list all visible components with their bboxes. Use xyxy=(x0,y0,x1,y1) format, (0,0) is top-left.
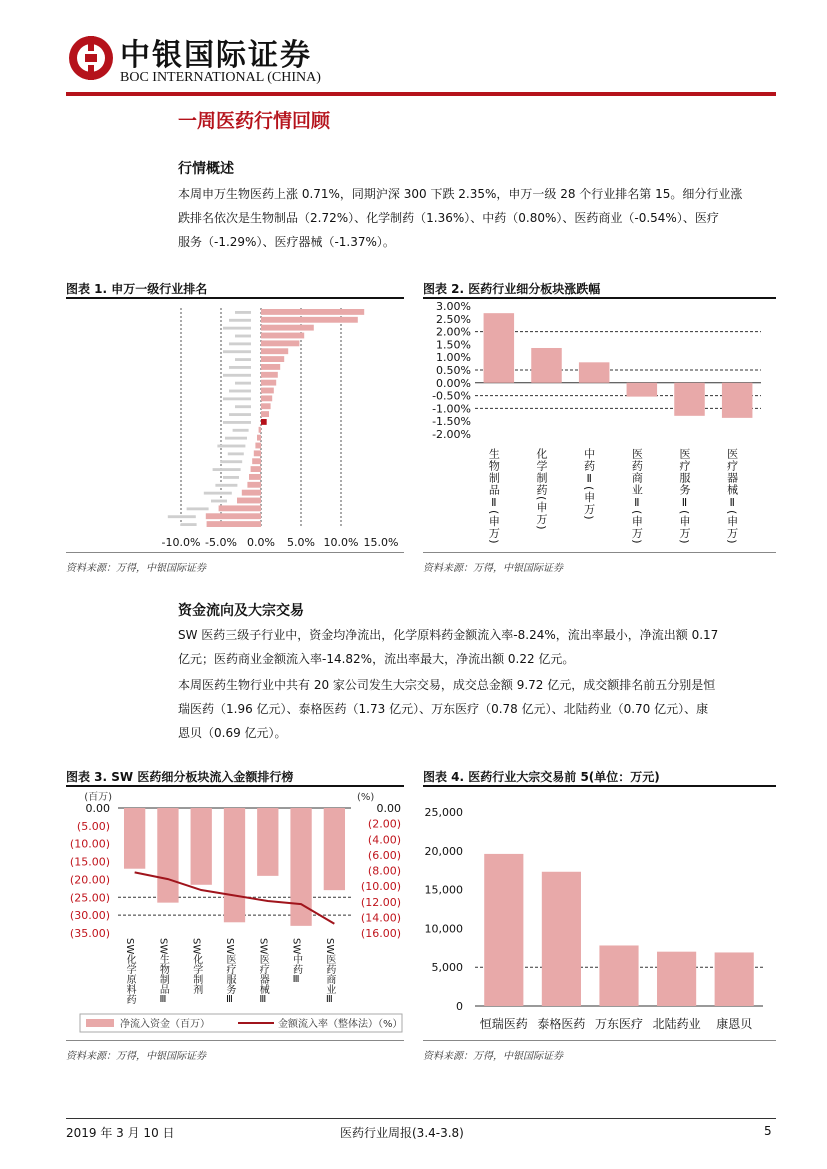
fig1-bar xyxy=(261,356,284,362)
fig3-right-tick-label: (10.00) xyxy=(360,880,401,894)
fig1-category-label-mark xyxy=(229,342,251,345)
fig2-ytick-label: 0.00% xyxy=(436,376,471,390)
fig4-ytick-label: 10,000 xyxy=(424,922,463,936)
fig1-bar xyxy=(261,364,280,370)
fig1-category-label-mark xyxy=(181,523,197,526)
fig4-title-rule xyxy=(423,785,776,787)
fig1-bar xyxy=(251,466,261,472)
fig1-bar xyxy=(261,411,269,417)
fig1-category-label-mark xyxy=(223,476,239,479)
fig3-right-tick-label: (8.00) xyxy=(367,864,401,878)
fig3-right-tick-label: (14.00) xyxy=(360,911,401,925)
capital-flow-paragraph-1 xyxy=(178,623,776,671)
fig1-bar xyxy=(249,474,261,480)
section-title: 一周医药行情回顾 xyxy=(178,110,331,132)
fig4-category-label: 康恩贝 xyxy=(716,1017,753,1031)
fig1-category-label-mark xyxy=(168,515,196,518)
fig1-bar xyxy=(252,458,261,464)
fig4-category-label: 万东医疗 xyxy=(594,1017,644,1031)
fig1-category-label-mark xyxy=(211,500,227,503)
capital-flow-title: 资金流向及大宗交易 xyxy=(178,603,304,619)
fig2-category-label: 医药商业Ⅱ(申万) xyxy=(630,448,644,545)
fig1-bar xyxy=(261,317,358,323)
fig1-category-label-mark xyxy=(225,437,247,440)
fig1-category-label-mark xyxy=(235,405,251,408)
fig4-bar xyxy=(484,854,523,1006)
fig1-category-label-mark xyxy=(235,358,251,361)
fig3-left-tick-label: (30.00) xyxy=(69,909,110,923)
footer-page-number: 5 xyxy=(764,1124,772,1138)
fig3-category-label: SW医药商业Ⅲ xyxy=(323,938,335,1006)
fig1-bar xyxy=(247,482,261,488)
fig2-chart xyxy=(423,300,776,552)
fig1-bar xyxy=(207,521,261,527)
fig2-ytick-label: 0.50% xyxy=(436,364,471,377)
fig3-bar xyxy=(191,808,212,885)
fig1-category-label-mark xyxy=(233,429,249,432)
fig2-bar xyxy=(674,383,705,416)
fig1-bar xyxy=(237,498,261,504)
fig1-category-label-mark xyxy=(217,445,245,448)
fig2-category-label: 医疗器械Ⅱ(申万) xyxy=(725,448,739,545)
fig1-bar xyxy=(242,490,261,496)
fig1-bar xyxy=(255,443,261,449)
fig4-title: 图表 4. 医药行业大宗交易前 5(单位：万元) xyxy=(423,770,660,784)
fig3-left-tick-label: 0.00 xyxy=(85,802,110,815)
paragraph-line: 服务（-1.29%）、医疗器械（-1.37%）。 xyxy=(178,235,395,249)
fig1-bar xyxy=(261,372,278,378)
fig3-legend-bar-swatch xyxy=(86,1019,114,1027)
fig4-chart xyxy=(423,788,776,1040)
fig1-category-label-mark xyxy=(235,311,251,314)
fig1-category-label-mark xyxy=(213,468,241,471)
fig3-left-tick-label: (5.00) xyxy=(76,819,110,833)
paragraph-line: 跌排名依次是生物制品（2.72%）、化学制药（1.36%）、中药（0.80%）、医药商业（-0.54%）、医疗 xyxy=(178,211,719,225)
fig1-category-label-mark xyxy=(215,484,237,487)
fig2-bar xyxy=(627,383,658,397)
fig2-ytick-label: 2.50% xyxy=(436,312,471,326)
company-name-en: BOC INTERNATIONAL (CHINA) xyxy=(120,70,321,85)
fig3-category-label: SW化学原料药 xyxy=(124,938,136,1005)
fig1-bar xyxy=(261,333,304,339)
fig3-bar xyxy=(224,808,245,922)
fig1-category-label-mark xyxy=(235,335,251,338)
fig1-title-rule xyxy=(66,297,404,299)
company-name-cn: 中银国际证券 xyxy=(120,38,312,73)
fig1-bar xyxy=(261,380,276,386)
fig4-bar xyxy=(599,945,638,1006)
capital-flow-paragraph-2 xyxy=(178,673,776,745)
fig3-bar xyxy=(124,808,145,869)
market-overview-title: 行情概述 xyxy=(178,161,234,177)
paragraph-line: 亿元；医药商业金额流入率-14.82%，流出率最大，净流出额 0.22 亿元。 xyxy=(178,652,575,666)
fig3-left-tick-label: (20.00) xyxy=(69,873,110,887)
paragraph-line: 本周医药生物行业中共有 20 家公司发生大宗交易，成交总金额 9.72 亿元，成交额排名前五分别是恒 xyxy=(178,678,716,692)
fig3-right-tick-label: (2.00) xyxy=(367,817,401,831)
fig1-bar xyxy=(261,403,271,409)
fig1-bar xyxy=(261,395,272,401)
fig3-category-label: SW生物制品Ⅲ xyxy=(157,938,169,1006)
fig3-right-tick-label: (6.00) xyxy=(367,848,401,862)
fig3-title: 图表 3. SW 医药细分板块流入金额排行榜 xyxy=(66,770,294,784)
fig1-category-label-mark xyxy=(228,452,244,455)
fig1-source: 资料来源：万得，中银国际证券 xyxy=(66,563,206,574)
fig3-source: 资料来源：万得，中银国际证券 xyxy=(66,1051,206,1062)
fig1-category-label-mark xyxy=(229,366,251,369)
fig3-right-tick-label: (12.00) xyxy=(360,895,401,909)
fig2-bar xyxy=(579,362,610,382)
footer-rule xyxy=(66,1118,776,1119)
fig1-bar xyxy=(261,388,274,394)
fig2-source: 资料来源：万得，中银国际证券 xyxy=(423,563,563,574)
fig1-title: 图表 1. 申万一级行业排名 xyxy=(66,282,208,296)
fig4-ytick-label: 20,000 xyxy=(424,844,463,858)
fig3-bottom-rule xyxy=(66,1040,404,1041)
paragraph-line: 瑞医药（1.96 亿元）、泰格医药（1.73 亿元）、万东医疗（0.78 亿元）、北陆药业（0.70 亿元）、康 xyxy=(178,702,709,716)
fig3-left-tick-label: (35.00) xyxy=(69,927,110,940)
fig4-bar xyxy=(715,952,754,1006)
fig2-title: 图表 2. 医药行业细分板块涨跌幅 xyxy=(423,282,601,296)
paragraph-line: 本周申万生物医药上涨 0.71%，同期沪深 300 下跌 2.35%，申万一级 28 个行业排名第 15。细分行业涨 xyxy=(178,187,743,201)
fig1-category-label-mark xyxy=(223,350,251,353)
fig3-legend-bar-label: 净流入资金（百万） xyxy=(120,1019,210,1030)
fig1-category-label-mark xyxy=(229,390,251,393)
fig2-bar xyxy=(484,313,515,383)
fig2-bottom-rule xyxy=(423,552,776,553)
fig4-bar xyxy=(542,872,581,1006)
fig2-ytick-label: -2.00% xyxy=(432,428,471,441)
fig2-ytick-label: 2.00% xyxy=(436,325,471,339)
fig2-ytick-label: 1.50% xyxy=(436,338,471,352)
fig2-category-label: 化学制药(申万) xyxy=(535,448,548,531)
fig3-bar xyxy=(324,808,345,890)
fig1-xtick-label: -10.0% xyxy=(161,536,201,549)
fig4-category-label: 恒瑞医药 xyxy=(479,1017,528,1031)
fig1-category-label-mark xyxy=(223,374,251,377)
fig3-right-tick-label: (4.00) xyxy=(367,833,401,847)
fig1-xtick-label: 10.0% xyxy=(323,536,359,549)
fig2-category-label: 生物制品Ⅱ(申万) xyxy=(487,448,501,545)
fig1-xtick-label: 0.0% xyxy=(247,536,275,549)
fig3-bar xyxy=(257,808,278,876)
fig4-category-label: 泰格医药 xyxy=(537,1017,586,1031)
fig3-right-tick-label: (16.00) xyxy=(360,927,401,940)
fig4-category-label: 北陆药业 xyxy=(652,1017,701,1031)
header-rule xyxy=(66,92,776,96)
fig1-category-label-mark xyxy=(223,327,251,330)
fig3-chart xyxy=(66,788,406,1040)
fig3-right-unit: (%) xyxy=(357,792,375,803)
fig1-bar xyxy=(261,419,267,425)
fig1-bar xyxy=(261,340,299,346)
fig4-source: 资料来源：万得，中银国际证券 xyxy=(423,1051,563,1062)
boc-logo-icon xyxy=(68,30,114,90)
fig2-title-rule xyxy=(423,297,776,299)
fig1-bar xyxy=(261,325,314,331)
fig1-bar xyxy=(261,309,364,315)
footer-date: 2019 年 3 月 10 日 xyxy=(66,1126,175,1140)
fig2-category-label: 中药Ⅱ(申万) xyxy=(582,448,596,521)
fig2-ytick-label: -1.00% xyxy=(432,402,471,416)
fig1-bar xyxy=(259,427,261,433)
fig2-ytick-label: 1.00% xyxy=(436,351,471,365)
fig3-left-unit: (百万) xyxy=(84,792,112,803)
fig3-right-tick-label: 0.00 xyxy=(376,802,401,815)
fig1-bar xyxy=(206,513,261,519)
market-overview-paragraph xyxy=(178,182,776,254)
fig1-bar xyxy=(257,435,261,441)
fig1-xtick-label: 15.0% xyxy=(363,536,399,549)
fig1-bar xyxy=(219,505,261,511)
fig3-category-label: SW中药Ⅲ xyxy=(290,938,302,986)
fig1-category-label-mark xyxy=(223,421,251,424)
fig3-category-label: SW医疗服务Ⅲ xyxy=(224,938,235,1006)
fig2-bar xyxy=(531,348,562,383)
fig4-ytick-label: 5,000 xyxy=(431,961,463,975)
fig4-bar xyxy=(657,952,696,1006)
fig1-category-label-mark xyxy=(223,397,251,400)
fig3-category-label: SW化学制剂 xyxy=(190,938,202,995)
fig2-ytick-label: -0.50% xyxy=(432,389,471,403)
fig3-left-tick-label: (25.00) xyxy=(69,891,110,905)
fig3-title-rule xyxy=(66,785,404,787)
fig2-bar xyxy=(722,383,753,418)
fig2-ytick-label: -1.50% xyxy=(432,415,471,429)
fig1-category-label-mark xyxy=(220,460,242,463)
fig1-category-label-mark xyxy=(187,507,209,510)
fig1-bar xyxy=(254,450,261,456)
footer-report-title: 医药行业周报(3.4-3.8) xyxy=(340,1126,464,1140)
paragraph-line: 恩贝（0.69 亿元）。 xyxy=(178,726,287,740)
fig2-category-label: 医疗服务Ⅱ(申万) xyxy=(678,448,691,545)
fig3-left-tick-label: (10.00) xyxy=(69,837,110,851)
fig4-ytick-label: 15,000 xyxy=(424,883,463,897)
fig1-category-labels xyxy=(156,312,176,524)
fig1-xtick-label: -5.0% xyxy=(205,536,237,549)
fig1-bottom-rule xyxy=(66,552,404,553)
fig2-ytick-label: 3.00% xyxy=(436,300,471,313)
fig3-category-label: SW医疗器械Ⅲ xyxy=(257,938,269,1006)
fig3-left-tick-label: (15.00) xyxy=(69,855,110,869)
fig4-bottom-rule xyxy=(423,1040,776,1041)
fig1-category-label-mark xyxy=(229,413,251,416)
fig1-category-label-mark xyxy=(235,382,251,385)
fig1-category-label-mark xyxy=(229,319,251,322)
fig1-category-label-mark xyxy=(204,492,232,495)
fig1-xtick-label: 5.0% xyxy=(287,536,315,549)
fig3-bar xyxy=(157,808,178,903)
fig1-bar xyxy=(261,348,288,354)
paragraph-line: SW 医药三级子行业中，资金均净流出，化学原料药金额流入率-8.24%，流出率最小，净流出额 0.17 xyxy=(178,628,719,642)
fig4-ytick-label: 0 xyxy=(456,1000,463,1013)
fig1-chart xyxy=(66,300,406,552)
fig4-ytick-label: 25,000 xyxy=(424,806,463,819)
fig3-legend-line-label: 金额流入率（整体法）（%） xyxy=(278,1019,403,1030)
